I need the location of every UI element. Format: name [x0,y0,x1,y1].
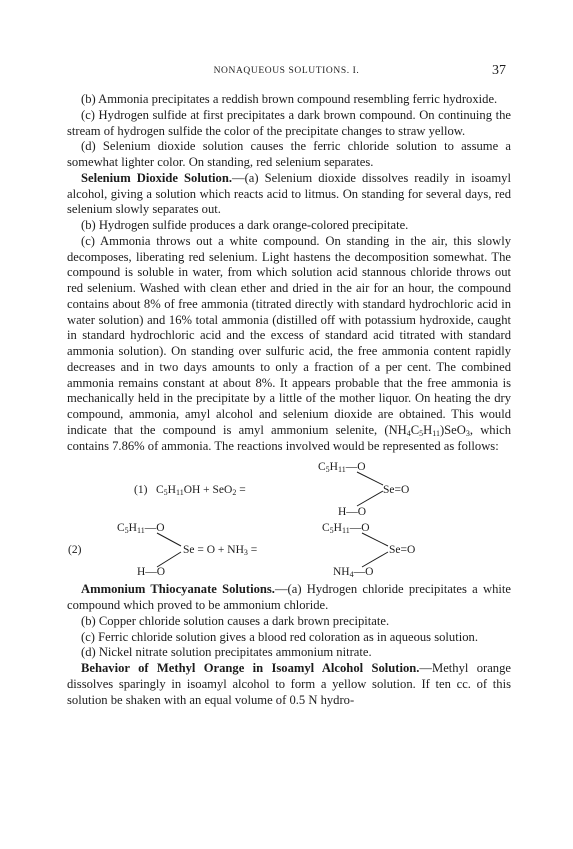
subscript: 3 [465,428,470,438]
paragraph: (c) Ferric chloride solution gives a blood red coloration as in aqueous solution. [81,629,478,644]
paragraph: (d) Nickel nitrate solution precipitates ammonium nitrate. [81,645,372,660]
formula-text: NH [333,566,350,579]
paragraph [67,234,511,455]
paragraph-text: —(a) Selenium dioxide dissolves readily in isoamyl alcohol, giving a solution which reacts acid to litmus. On standing for several days, red selenium slowly separates out. [67,170,511,217]
formula-text: H [423,422,433,437]
paragraph: (c) Hydrogen sulfide at first precipitates a dark brown compound. On continuing the stream of hydrogen sulfide the color of the precipitate changes to straw yellow. [67,107,511,138]
subscript: 4 [349,570,354,580]
subscript: 5 [329,526,334,536]
subscript: 2 [232,488,237,498]
formula-text: C [318,461,326,474]
section-heading: Selenium Dioxide Solution. [81,170,232,185]
page-number: 37 [492,63,506,78]
formula-text: H [329,461,338,474]
subscript: 11 [337,465,346,475]
page-body [67,92,511,708]
structure-bonds [362,530,392,570]
paragraph-text: (c) Ammonia throws out a white compound. On standing in the air, this slowly decomposes, liberating red selenium. Light hastens the decomposition somewhat. The compound is soluble in water, from which solution acid stannous chloride throws out red selenium. Washed with clean ether and dried in the air for an hour, the compound contains about 8% of free ammonia (titrated directly with standard hydrochloric acid in water solution) and 16% total ammonia (distilled off with potassium hydroxide, caught in standard hydrochloric acid and the excess of standard acid titrated with standard ammonia solution). On standing over sulfuric acid, the free ammonia content rapidly decreases and in two days amounts to only a fraction of a per cent. The combined ammonia remains constant at about 8%. It appears probable that the free ammonia is mechanically held in the precipitate by a little of the mother liquor. On heating the dry compound, ammonia, amyl alcohol and selenium dioxide are obtained. This would indicate that the compound is amyl ammonium selenite, (NH [67,233,511,437]
formula-text: C [156,484,164,497]
paragraph: (b) Hydrogen sulfide produces a dark orange-colored precipitate. [81,218,409,232]
equation-2 [67,522,511,580]
equation-lhs [156,484,246,497]
structure-center [183,544,257,557]
subscript: 5 [325,465,330,475]
subscript: 11 [432,428,440,438]
subscript: 4 [406,428,411,438]
paragraph-text: , which contains 7.86% of ammonia. The reactions involved would be represented as follows: [67,422,511,453]
structure-bottom-group: H—O [137,566,166,579]
structure-center: Se=O [383,484,410,497]
structure-center: Se=O [389,544,416,557]
subscript: 5 [419,428,424,438]
running-head [0,64,573,84]
formula-text: H [128,522,137,535]
structure-bottom-group [333,566,373,579]
paragraph: (b) Copper chloride solution causes a dark brown precipitate. [81,613,390,628]
subscript: 11 [175,488,184,498]
formula-text: C [117,522,125,535]
section-heading: Behavior of Methyl Orange in Isoamyl Alcohol Solution. [81,661,420,675]
paragraph-text: —Methyl orange dissolves sparingly in isoamyl alcohol to form a yellow solution. If ten cc. of this solution be shaken with an equal volume of 0.5 N hydro- [67,661,511,707]
paragraph [67,171,511,218]
subscript: 5 [163,488,168,498]
paragraph: (b) Ammonia precipitates a reddish brown compound resembling ferric hydroxide. [81,92,498,106]
equation-number: (1) [134,484,148,497]
paragraph: (d) Selenium dioxide solution causes the ferric chloride solution to assume a somewhat lighter color. On standing, red selenium separates. [67,139,511,169]
subscript: 5 [124,526,129,536]
paragraph [67,582,511,614]
structure-bottom-group: H—O [338,506,367,519]
formula-text: —O [144,522,165,535]
running-title: NONAQUEOUS SOLUTIONS. I. [213,66,360,76]
formula-text: H [333,522,342,535]
formula-text: C [322,522,330,535]
formula-text: OH + SeO [183,484,233,497]
formula-text: Se = O + NH [183,544,244,557]
section-heading: Ammonium Thiocyanate Solutions. [81,582,275,597]
formula-text: —O [345,461,366,474]
formula-text: = [247,544,258,557]
paragraph [67,661,511,708]
formula-text: )SeO [439,422,466,437]
formula-text: —O [349,522,370,535]
equation-number: (2) [68,544,82,557]
subscript: 11 [136,526,145,536]
equation-1 [67,454,511,522]
formula-text: = [236,484,246,497]
formula-text: C [410,422,420,437]
formula-text: H [167,484,176,497]
formula-text: —O [353,566,374,579]
paragraph-text: —(a) Hydrogen chloride precipitates a white compound which proved to be ammonium chloride. [67,582,511,612]
subscript: 3 [243,548,248,558]
subscript: 11 [341,526,350,536]
